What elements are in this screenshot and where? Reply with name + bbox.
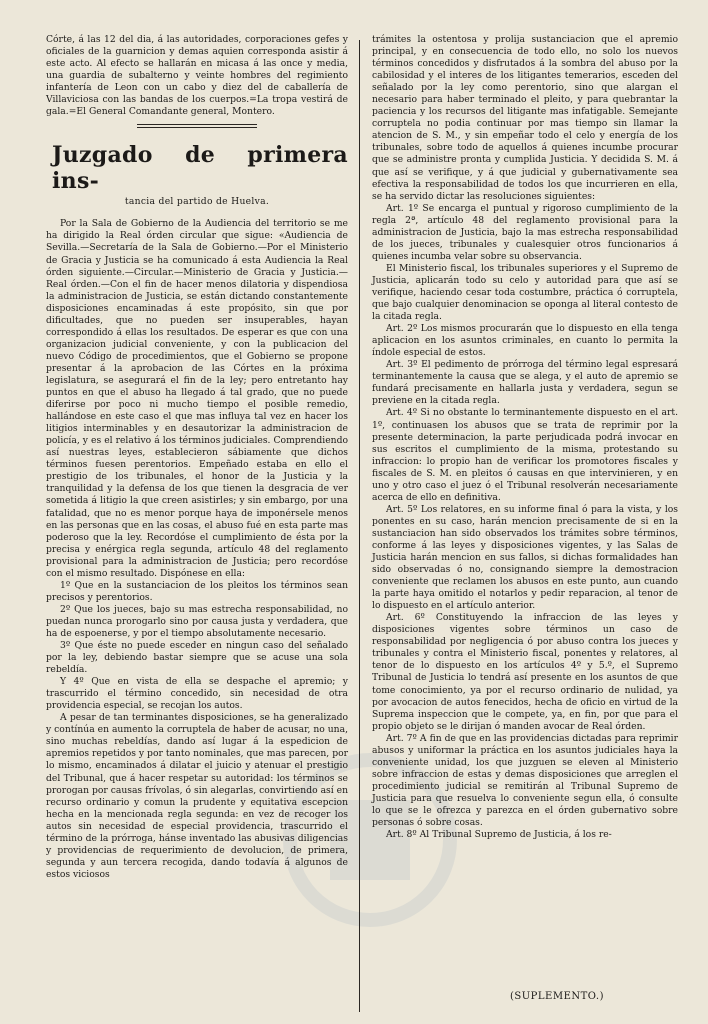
body-paragraph: trámites la ostentosa y prolija sustanciacion que el apremio principal, y en consecuencia de todo ello, no solo los nuevos términos concedidos y disfrutados á la sombra del abuso por la cabilosidad y el interes de los litigantes temerarios, esceden del señalado por la ley como perentorio, sino que alargan el necesario para haber terminado el pleito, y para quebrantar la paciencia y los recursos del litigante mas infatigable. Semejante corruptela no podia continuar por mas tiempo sin llamar la atencion de S. M., y sin empeñar todo el celo y energía de los tribunales, sobre todo de aquellos á quienes incumbe procurar que se administre pronta y cumplida Justicia. Y decidida S. M. á que así se verifique, y á que judicial y gubernativamente sea efectiva la responsabilidad de todos los que incurrieren en ella, se ha servido dictar las resoluciones siguientes: <box>372 34 678 202</box>
article-paragraph: Art. 2º Los mismos procurarán que lo dispuesto en ella tenga aplicacion en los asuntos criminales, en cuanto lo permita la índole especial de estos. <box>372 323 678 359</box>
body-paragraph: Por la Sala de Gobierno de la Audiencia del territorio se me ha dirigido la Real órden circular que sigue: «Audiencia de Sevilla.—Secretaría de la Sala de Gobierno.—Por el Ministerio de Gracia y Justicia se ha comunicado á esta Audiencia la Real órden siguiente.—Circular.—Ministerio de Gracia y Justicia.—Real órden.—Con el fin de hacer menos dilatoria y dispendiosa la administracion de Justicia, se están dictando constantemente disposiciones encaminadas á este propósito, sin que por dificultades, que no pueden ser insuperables, hayan correspondido á ellas los resultados. De esperar es que con una organizacion judicial conveniente, y con la publicacion del nuevo Código de procedimientos, que el Gobierno se propone presentar á la aprobacion de las Córtes en la próxima legislatura, se asegurará el fin de la ley; pero entretanto hay puntos en que el abuso ha llegado á tal grado, que no puede diferirse por poco ni mucho tiempo el posible remedio, hallándose en este caso el que mas influya tal vez en hacer los litigios interminables y en desautorizar la administracion de policía, y es el relativo á los términos judiciales. Comprendiendo así nuestras leyes, establecieron sábiamente que dichos términos fuesen perentorios. Empeñado estaba en ello el prestigio de los tribunales, el honor de la Justicia y la tranquilidad y la defensa de los que tienen la desgracia de ver sometida á litigio la que creen asistirles; y sin embargo, por una fatalidad, que no es menor porque haya de imponérsele menos en las personas que en las cosas, el abuso fué en esta parte mas poderoso que la ley. Recordóse el cumplimiento de ésta por la precisa y enérgica regla segunda, artículo 48 del reglamento provisional para la administracion de Justicia; pero recordóse con el mismo resultado. Dispónese en ella: <box>46 218 348 579</box>
article-paragraph: Art. 4º Si no obstante lo terminantemente dispuesto en el art. 1º, continuasen los abusos que se trata de reprimir por la presente determinacion, la parte perjudicada podrá invocar en sus escritos el cumplimiento de la misma, protestando su infraccion: lo propio han de verificar los promotores fiscales y fiscales de S. M. en pleitos ó causas en que intervinieren, y en uno y otro caso el juez ó el Tribunal resolverán necesariamente acerca de ello en definitiva. <box>372 407 678 503</box>
article-paragraph: Art. 6º Constituyendo la infraccion de las leyes y disposiciones vigentes sobre términos un caso de responsabilidad por negligencia ó por abuso contra los jueces y tribunales y contra el Ministerio fiscal, ponentes y relatores, al tenor de lo dispuesto en los artículos 4º y 5.º, el Supremo Tribunal de Justicia lo tendrá así presente en los asuntos de que tome conocimiento, ya por el recurso ordinario de nulidad, ya por avocacion de autos fenecidos, hecha de oficio en virtud de la Suprema inspeccion que le compete, ya, en fin, por que para el propio objeto se le dirijan ó manden avocar de Real órden. <box>372 612 678 732</box>
section-heading: Juzgado de primera ins- <box>52 142 348 195</box>
column-divider <box>359 40 360 1012</box>
article-paragraph: Art. 3º El pedimento de prórroga del término legal espresará terminantemente la causa que se alega, y el auto de apremio se fundará precisamente en hallarla justa y verdadera, segun se previene en la citada regla. <box>372 359 678 407</box>
article-paragraph: Art. 7º A fin de que en las providencias dictadas para reprimir abusos y uniformar la práctica en los asuntos judiciales haya la conveniente unidad, los que juzguen se eleven al Ministerio sobre infraccion de estas y demas disposiciones que arreglen el procedimiento judicial se remitirán al Tribunal Supremo de Justicia para que resuelva lo conveniente segun ella, ó consulte lo que se le ofrezca y parezca en el órden gubernativo sobre personas ó sobre cosas. <box>372 732 678 829</box>
supplement-footer: (SUPLEMENTO.) <box>510 991 604 1002</box>
article-paragraph: Art. 8º Al Tribunal Supremo de Justicia, á los re- <box>386 829 612 841</box>
left-column <box>46 34 348 881</box>
intro-paragraph: Córte, á las 12 del dia, á las autoridades, corporaciones gefes y oficiales de la guarnicion y demas aquien corresponda asistir á este acto. Al efecto se hallarán en micasa á las once y media, una guardia de subalterno y veinte hombres del regimiento infantería de Leon con un cabo y diez del de caballería de Villaviciosa con las bandas de los cuerpos.=La tropa vestirá de gala.=El General Comandante general, Montero. <box>46 34 348 118</box>
article-paragraph: El Ministerio fiscal, los tribunales superiores y el Supremo de Justicia, aplicarán todo su celo y autoridad para que así se verifique, haciendo cesar toda costumbre, práctica ó corruptela, que bajo cualquier denominacion se oponga al literal contesto de la citada regla. <box>372 262 678 323</box>
body-paragraph: A pesar de tan terminantes disposiciones, se ha generalizado y contínúa en aumento la corruptela de haber de acusar, no una, sino muchas rebeldías, dando así lugar á la espedicion de apremios repetidos y por tanto nominales, que mas parecen, por lo mismo, encaminados á dilatar el juicio y atenuar el prestigio del Tribunal, que á hacer respetar su autoridad: los términos se prorogan por causas frívolas, ó sin alegarlas, convirtiendo así en recurso ordinario y comun la prudente y equitativa escepcion hecha en la mencionada regla segunda: en vez de recoger los autos sin necesidad de especial providencia, trascurrido el término de la prórroga, hánse inventado las abusivas diligencias y providencias de requerimiento de devolucion, de primera, segunda y aun tercera recogida, dando todavía á algunos de estos viciosos <box>46 712 348 880</box>
article-paragraph: Art. 5º Los relatores, en su informe final ó para la vista, y los ponentes en su caso, harán mencion precisamente de si en la sustanciacion han sido observados los trámites sobre términos, conforme á las leyes y disposiciones vigentes, y las Salas de Justicia harán mencion en sus fallos, si dichas formalidades han sido observadas ó no, consignando siempre la demostracion conveniente que reclamen los abusos en este punto, aun cuando la parte haya omitido el notarlos y pedir reparacion, al tenor de lo dispuesto en el artículo anterior. <box>372 503 678 612</box>
right-column <box>372 34 678 841</box>
body-paragraph: Y 4º Que en vista de ella se despache el apremio; y trascurrido el término concedido, sin necesidad de otra providencia especial, se recojan los autos. <box>46 676 348 712</box>
section-subheading: tancia del partido de Huelva. <box>124 196 270 208</box>
body-paragraph: 1º Que en la sustanciacion de los pleitos los términos sean precisos y perentorios. <box>46 579 348 603</box>
body-paragraph: 3º Que éste no puede esceder en ningun caso del señalado por la ley, debiendo bastar siempre que se acuse una sola rebeldía. <box>46 640 348 676</box>
section-rule <box>137 124 257 128</box>
body-paragraph: 2º Que los jueces, bajo su mas estrecha responsabilidad, no puedan nunca prorogarlo sino por causa justa y verdadera, que ha de espoenerse, y por el tiempo absolutamente necesario. <box>46 603 348 639</box>
article-paragraph: Art. 1º Se encarga el puntual y rigoroso cumplimiento de la regla 2ª, artículo 48 del reglamento provisional para la administracion de Justicia, bajo la mas estrecha responsabilidad de los jueces, tribunales y cualesquier otros funcionarios á quienes incumba velar sobre su observancia. <box>372 202 678 262</box>
